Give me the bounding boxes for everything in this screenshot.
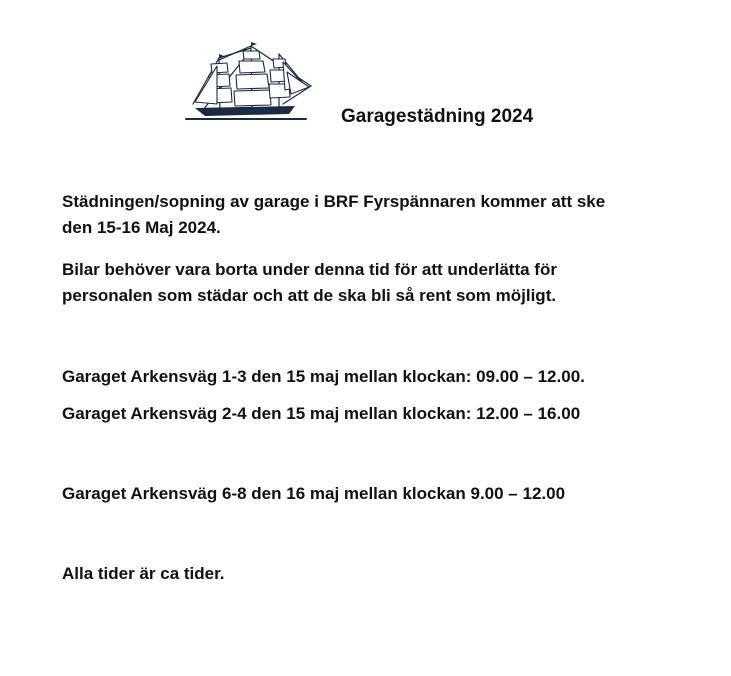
schedule-item-3: Garaget Arkensväg 6-8 den 16 maj mellan klockan 9.00 – 12.00 (62, 484, 566, 503)
info-paragraph (62, 257, 557, 309)
sailing-ship-icon (183, 42, 313, 126)
info-line-2: personalen som städar och att de ska bli så rent som möjligt. (62, 286, 557, 305)
schedule-item-1: Garaget Arkensväg 1-3 den 15 maj mellan klockan: 09.00 – 12.00. (62, 367, 585, 386)
info-line-1: Bilar behöver vara borta under denna tid för att underlätta för (62, 260, 557, 279)
page-title: Garagestädning 2024 (341, 106, 534, 127)
footer-note: Alla tider är ca tider. (62, 564, 225, 583)
intro-line-1: Städningen/sopning av garage i BRF Fyrspännaren kommer att ske (62, 192, 606, 211)
schedule-item-2: Garaget Arkensväg 2-4 den 15 maj mellan klockan: 12.00 – 16.00 (62, 404, 581, 423)
intro-paragraph (62, 189, 605, 241)
intro-line-2: den 15-16 Maj 2024. (62, 218, 221, 237)
